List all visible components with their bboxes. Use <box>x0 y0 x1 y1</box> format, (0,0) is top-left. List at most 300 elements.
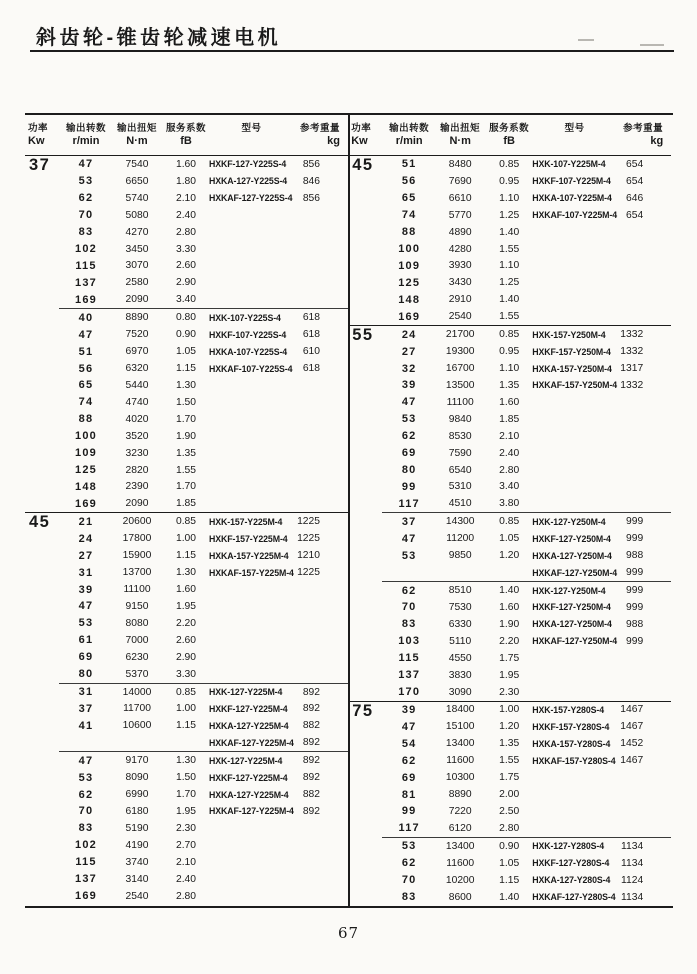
service-factor-cell: 2.80 <box>499 464 520 476</box>
model-cell: HXK-127-Y225M-4 <box>209 755 283 766</box>
service-factor-cell: 1.25 <box>499 277 520 289</box>
weight-kg-cell: 618 <box>302 312 320 324</box>
table-row <box>25 564 348 581</box>
service-factor-cell: 1.75 <box>499 652 520 664</box>
model-cell: HXKA-127-Y250M-4 <box>532 550 612 561</box>
table-center-divider <box>348 115 350 906</box>
torque-nm-cell: 8890 <box>125 312 149 324</box>
torque-nm-cell: 7540 <box>125 158 149 170</box>
subsection <box>348 513 671 581</box>
service-factor-cell: 1.60 <box>499 601 520 613</box>
model-cell: HXKAF-127-Y250M-4 <box>532 567 618 578</box>
model-cell: HXK-157-Y280S-4 <box>532 704 605 715</box>
torque-nm-cell: 7590 <box>448 447 472 459</box>
weight-kg-cell: 882 <box>302 720 320 732</box>
table-row <box>348 326 671 343</box>
weight-kg-cell: 618 <box>302 363 320 375</box>
torque-nm-cell: 13400 <box>445 840 475 852</box>
table-row <box>25 837 348 854</box>
table-row <box>25 632 348 649</box>
table-row <box>348 872 671 889</box>
weight-kg-cell: 892 <box>302 805 320 817</box>
table-row <box>25 479 348 496</box>
service-factor-cell: 1.95 <box>175 600 197 612</box>
speed-rpm-cell: 80 <box>78 668 94 681</box>
speed-rpm-cell: 40 <box>78 311 94 324</box>
subsection <box>25 752 348 904</box>
model-cell: HXKA-157-Y280S-4 <box>532 738 611 749</box>
header-label-cn: 型号 <box>564 123 585 134</box>
header-label-unit: fB <box>503 135 515 147</box>
power-value: 55 <box>352 326 374 345</box>
weight-kg-cell: 1467 <box>620 704 644 716</box>
torque-nm-cell: 18400 <box>445 704 475 716</box>
torque-nm-cell: 2820 <box>125 464 149 476</box>
speed-rpm-cell: 31 <box>78 686 94 699</box>
weight-kg-cell: 1467 <box>620 755 644 767</box>
model-cell: HXK-127-Y250M-4 <box>532 585 606 596</box>
weight-kg-cell: 892 <box>302 737 320 749</box>
torque-nm-cell: 6540 <box>448 464 472 476</box>
service-factor-cell: 1.10 <box>499 192 520 204</box>
table-row <box>25 803 348 820</box>
speed-rpm-cell: 47 <box>78 754 94 767</box>
torque-nm-cell: 6990 <box>125 789 149 801</box>
model-cell: HXKF-127-Y225S-4 <box>209 159 287 170</box>
torque-nm-cell: 7690 <box>448 175 472 187</box>
torque-nm-cell: 4550 <box>448 652 472 664</box>
weight-kg-cell: 846 <box>302 175 320 187</box>
table-row <box>348 702 671 719</box>
service-factor-cell: 1.55 <box>499 243 520 255</box>
model-cell: HXK-157-Y225M-4 <box>209 516 283 527</box>
power-group <box>25 512 348 904</box>
table-row <box>25 854 348 871</box>
service-factor-cell: 1.30 <box>175 379 197 391</box>
table-body <box>348 156 671 906</box>
header-label-unit: Kw <box>28 135 45 147</box>
weight-kg-cell: 1332 <box>620 379 644 391</box>
weight-kg-cell: 1452 <box>620 738 644 750</box>
table-row <box>25 649 348 666</box>
service-factor-cell: 2.90 <box>175 651 197 663</box>
model-cell: HXKA-107-Y225S-4 <box>209 346 288 357</box>
service-factor-cell: 1.70 <box>175 413 197 425</box>
service-factor-cell: 1.40 <box>499 294 520 306</box>
service-factor-cell: 2.10 <box>499 430 520 442</box>
speed-rpm-cell: 61 <box>78 634 94 647</box>
title-rule <box>30 50 674 52</box>
model-cell: HXKA-127-Y225S-4 <box>209 176 288 187</box>
torque-nm-cell: 2090 <box>125 498 149 510</box>
torque-nm-cell: 3520 <box>125 430 149 442</box>
speed-rpm-cell: 137 <box>398 669 421 682</box>
table-row <box>348 224 671 241</box>
model-cell: HXKF-127-Y250M-4 <box>532 602 611 613</box>
header-label-cn: 功率 <box>28 123 49 134</box>
speed-rpm-cell: 169 <box>75 890 97 903</box>
speed-rpm-cell: 69 <box>401 447 417 460</box>
model-cell: HXKAF-107-Y225M-4 <box>532 210 618 221</box>
model-cell: HXK-107-Y225S-4 <box>209 312 281 323</box>
subsection <box>25 513 348 682</box>
header-label-cn: 型号 <box>241 123 262 134</box>
table-half-left <box>25 115 348 906</box>
model-cell: HXKF-107-Y225M-4 <box>532 176 611 187</box>
torque-nm-cell: 11100 <box>123 584 151 595</box>
table-row <box>348 207 671 224</box>
speed-rpm-cell: 69 <box>401 771 417 784</box>
table-header <box>348 115 671 156</box>
weight-kg-cell: 1332 <box>620 329 644 341</box>
service-factor-cell: 1.15 <box>175 720 197 732</box>
speed-rpm-cell: 99 <box>401 480 417 493</box>
speed-rpm-cell: 83 <box>401 618 417 631</box>
service-factor-cell: 2.50 <box>499 805 520 817</box>
torque-nm-cell: 3430 <box>448 277 472 289</box>
table-row <box>25 581 348 598</box>
table-row <box>25 428 348 445</box>
table-row <box>25 598 348 615</box>
table-row <box>348 650 671 667</box>
speed-rpm-cell: 53 <box>78 175 94 188</box>
header-label-unit: fB <box>180 135 192 147</box>
service-factor-cell: 2.10 <box>175 856 197 868</box>
torque-nm-cell: 8890 <box>448 789 472 801</box>
table-row <box>25 156 348 173</box>
table-row <box>25 666 348 683</box>
subsection <box>348 582 671 700</box>
speed-rpm-cell: 39 <box>401 379 417 392</box>
speed-rpm-cell: 103 <box>398 635 421 648</box>
subsection <box>25 156 348 308</box>
torque-nm-cell: 10600 <box>122 720 152 732</box>
torque-nm-cell: 2540 <box>125 890 149 902</box>
torque-nm-cell: 2910 <box>448 294 472 306</box>
table-row <box>348 718 671 735</box>
torque-nm-cell: 10200 <box>445 874 475 886</box>
weight-kg-cell: 892 <box>302 772 320 784</box>
speed-rpm-cell: 83 <box>78 226 94 239</box>
speed-rpm-cell: 41 <box>78 719 94 732</box>
service-factor-cell: 1.10 <box>499 260 520 272</box>
speed-rpm-cell: 70 <box>401 601 417 614</box>
service-factor-cell: 2.80 <box>175 226 197 238</box>
torque-nm-cell: 7530 <box>448 601 472 613</box>
speed-rpm-cell: 102 <box>75 243 97 256</box>
table-row <box>348 479 671 496</box>
service-factor-cell: 1.05 <box>499 857 520 869</box>
service-factor-cell: 1.30 <box>175 567 197 579</box>
speed-rpm-cell: 39 <box>401 703 417 716</box>
table-body <box>25 156 348 905</box>
torque-nm-cell: 4890 <box>448 226 472 238</box>
header-speed <box>61 122 111 155</box>
torque-nm-cell: 6180 <box>125 805 149 817</box>
torque-nm-cell: 9170 <box>125 755 149 767</box>
weight-kg-cell: 1210 <box>297 550 320 562</box>
speed-rpm-cell: 74 <box>78 396 94 409</box>
speed-rpm-cell: 27 <box>78 549 94 562</box>
model-cell: HXKA-127-Y280S-4 <box>532 875 611 886</box>
torque-nm-cell: 3070 <box>125 260 149 272</box>
power-value: 75 <box>352 701 374 720</box>
service-factor-cell: 2.40 <box>175 873 197 885</box>
torque-nm-cell: 11600 <box>446 755 475 767</box>
table-row <box>25 786 348 803</box>
weight-kg-cell: 654 <box>626 175 644 187</box>
torque-nm-cell: 9850 <box>448 550 472 562</box>
table-row <box>348 582 671 599</box>
model-cell: HXKAF-127-Y225M-4 <box>209 737 294 748</box>
model-cell: HXK-127-Y225M-4 <box>209 687 283 698</box>
torque-nm-cell: 5370 <box>125 668 149 680</box>
torque-nm-cell: 8510 <box>448 585 472 596</box>
service-factor-cell: 0.85 <box>175 516 197 528</box>
page-title: 斜齿轮-锥齿轮减速电机 <box>36 27 282 49</box>
service-factor-cell: 1.80 <box>175 175 197 187</box>
service-factor-cell: 1.75 <box>499 772 520 784</box>
torque-nm-cell: 17800 <box>122 533 152 545</box>
torque-nm-cell: 2580 <box>125 277 149 289</box>
torque-nm-cell: 4280 <box>448 243 472 255</box>
weight-kg-cell: 1124 <box>621 874 644 886</box>
speed-rpm-cell: 169 <box>75 293 97 306</box>
table-row <box>25 309 348 326</box>
header-weight <box>294 122 348 155</box>
table-row <box>348 599 671 616</box>
speed-rpm-cell: 47 <box>78 600 94 613</box>
service-factor-cell: 1.50 <box>175 396 197 408</box>
torque-nm-cell: 2390 <box>125 481 149 493</box>
table-row <box>25 343 348 360</box>
service-factor-cell: 1.05 <box>175 346 197 358</box>
header-label-cn: 参考重量 <box>299 123 340 134</box>
table-row <box>348 445 671 462</box>
torque-nm-cell: 6320 <box>125 363 149 375</box>
speed-rpm-cell: 115 <box>398 652 420 665</box>
table-row <box>25 734 348 751</box>
service-factor-cell: 3.40 <box>175 294 197 306</box>
speed-rpm-cell: 170 <box>398 686 421 699</box>
torque-nm-cell: 8080 <box>125 617 149 629</box>
speed-rpm-cell: 56 <box>401 175 417 188</box>
table-row <box>25 820 348 837</box>
speed-rpm-cell: 125 <box>398 276 421 289</box>
page-number: 67 <box>337 924 360 942</box>
table-row <box>348 173 671 190</box>
service-factor-cell: 3.80 <box>499 498 520 510</box>
service-factor-cell: 3.30 <box>175 243 197 255</box>
table-row <box>348 855 671 872</box>
speed-rpm-cell: 137 <box>75 276 97 289</box>
table-row <box>348 291 671 308</box>
model-cell: HXKF-127-Y225M-4 <box>209 772 288 783</box>
torque-nm-cell: 10300 <box>445 772 475 784</box>
service-factor-cell: 1.40 <box>499 891 520 903</box>
scan-artifact <box>640 44 664 46</box>
weight-kg-cell: 999 <box>626 635 644 647</box>
weight-kg-cell: 856 <box>302 192 320 204</box>
service-factor-cell: 0.80 <box>175 312 197 324</box>
table-row <box>25 701 348 718</box>
table-row <box>25 462 348 479</box>
weight-kg-cell: 882 <box>302 789 320 801</box>
table-row <box>25 394 348 411</box>
header-label-cn: 参考重量 <box>623 123 664 134</box>
service-factor-cell: 2.60 <box>175 634 197 646</box>
service-factor-cell: 1.60 <box>175 158 197 170</box>
table-row <box>25 360 348 377</box>
service-factor-cell: 0.95 <box>499 346 520 358</box>
torque-nm-cell: 5310 <box>448 481 472 493</box>
table-half-right <box>348 115 671 906</box>
service-factor-cell: 1.35 <box>499 738 520 750</box>
table-row <box>348 633 671 650</box>
service-factor-cell: 1.00 <box>499 704 520 716</box>
model-cell: HXKAF-107-Y225S-4 <box>209 363 293 374</box>
torque-nm-cell: 5110 <box>449 635 472 647</box>
speed-rpm-cell: 109 <box>75 447 97 460</box>
speed-rpm-cell: 37 <box>401 515 417 528</box>
table-row <box>348 377 671 394</box>
torque-nm-cell: 7220 <box>448 805 472 817</box>
model-cell: HXKF-157-Y280S-4 <box>532 721 610 732</box>
speed-rpm-cell: 62 <box>78 192 94 205</box>
torque-nm-cell: 9840 <box>448 413 472 425</box>
speed-rpm-cell: 31 <box>78 566 94 579</box>
weight-kg-cell: 1332 <box>620 346 644 358</box>
header-power <box>348 122 384 155</box>
table-row <box>25 752 348 769</box>
service-factor-cell: 1.30 <box>175 755 197 767</box>
torque-nm-cell: 16700 <box>445 363 475 375</box>
speed-rpm-cell: 62 <box>401 754 417 767</box>
service-factor-cell: 2.80 <box>499 822 520 834</box>
service-factor-cell: 1.55 <box>499 311 520 323</box>
speed-rpm-cell: 115 <box>75 259 97 272</box>
subsection <box>348 156 671 325</box>
weight-kg-cell: 892 <box>302 703 320 715</box>
table-row <box>348 838 671 855</box>
service-factor-cell: 0.85 <box>175 686 197 698</box>
table-row <box>25 888 348 905</box>
header-label-unit: r/min <box>395 135 423 147</box>
table-row <box>348 308 671 325</box>
table-row <box>348 513 671 530</box>
header-label-unit: Kw <box>351 135 368 147</box>
header-label-cn: 输出扭矩 <box>440 123 481 134</box>
service-factor-cell: 1.15 <box>175 550 197 562</box>
weight-kg-cell: 856 <box>302 158 320 170</box>
weight-kg-cell: 892 <box>302 755 320 767</box>
speed-rpm-cell: 47 <box>401 720 417 733</box>
table-row <box>348 258 671 275</box>
header-label-unit: r/min <box>72 135 100 147</box>
header-power <box>25 122 61 155</box>
service-factor-cell: 1.00 <box>175 533 197 545</box>
speed-rpm-cell: 70 <box>78 209 94 222</box>
torque-nm-cell: 6120 <box>448 822 472 834</box>
power-value: 45 <box>29 513 51 532</box>
speed-rpm-cell: 83 <box>78 822 94 835</box>
table-row <box>25 530 348 547</box>
model-cell: HXKAF-127-Y225M-4 <box>209 806 294 817</box>
service-factor-cell: 2.40 <box>499 447 520 459</box>
speed-rpm-cell: 65 <box>401 192 417 205</box>
torque-nm-cell: 3090 <box>448 686 472 698</box>
service-factor-cell: 1.90 <box>175 430 197 442</box>
service-factor-cell: 1.60 <box>175 584 197 595</box>
table-row <box>25 684 348 701</box>
speed-rpm-cell: 88 <box>401 226 417 239</box>
model-cell: HXKF-157-Y250M-4 <box>532 346 611 357</box>
weight-kg-cell: 646 <box>626 192 644 204</box>
speed-rpm-cell: 53 <box>401 413 417 426</box>
model-cell: HXKF-127-Y250M-4 <box>532 533 611 544</box>
weight-kg-cell: 988 <box>626 618 644 630</box>
torque-nm-cell: 3830 <box>448 669 472 681</box>
service-factor-cell: 1.20 <box>499 550 520 562</box>
torque-nm-cell: 20600 <box>122 516 152 528</box>
speed-rpm-cell: 56 <box>78 362 94 375</box>
service-factor-cell: 1.55 <box>175 464 197 476</box>
service-factor-cell: 2.90 <box>175 277 197 289</box>
table-row <box>25 717 348 734</box>
speed-rpm-cell: 32 <box>401 362 417 375</box>
service-factor-cell: 1.60 <box>499 396 520 408</box>
table-row <box>348 394 671 411</box>
speed-rpm-cell: 65 <box>78 379 94 392</box>
speed-rpm-cell: 125 <box>75 464 97 477</box>
subsection <box>348 702 671 837</box>
torque-nm-cell: 11700 <box>123 703 151 715</box>
torque-nm-cell: 11200 <box>446 533 475 545</box>
speed-rpm-cell: 24 <box>78 532 94 545</box>
service-factor-cell: 1.05 <box>499 533 520 545</box>
speed-rpm-cell: 74 <box>401 209 417 222</box>
torque-nm-cell: 3230 <box>125 447 149 459</box>
torque-nm-cell: 15900 <box>122 550 152 562</box>
weight-kg-cell: 999 <box>626 516 644 528</box>
table-row <box>25 207 348 224</box>
torque-nm-cell: 6330 <box>448 618 472 630</box>
service-factor-cell: 0.90 <box>499 840 520 852</box>
torque-nm-cell: 2540 <box>448 311 472 323</box>
torque-nm-cell: 3140 <box>125 873 149 885</box>
weight-kg-cell: 654 <box>626 209 644 221</box>
speed-rpm-cell: 51 <box>78 345 94 358</box>
service-factor-cell: 0.85 <box>499 158 520 170</box>
weight-kg-cell: 999 <box>626 533 644 545</box>
table-row <box>348 156 671 173</box>
speed-rpm-cell: 69 <box>78 651 94 664</box>
speed-rpm-cell: 169 <box>75 497 97 510</box>
speed-rpm-cell: 148 <box>75 480 97 493</box>
table-row <box>348 428 671 445</box>
torque-nm-cell: 5080 <box>125 209 149 221</box>
table-row <box>348 495 671 512</box>
speed-rpm-cell: 47 <box>401 396 417 409</box>
speed-rpm-cell: 70 <box>78 805 94 818</box>
header-fb <box>163 122 209 155</box>
scan-artifact <box>578 39 594 41</box>
service-factor-cell: 2.00 <box>499 789 520 801</box>
speed-rpm-cell: 100 <box>398 243 421 256</box>
table-row <box>348 547 671 564</box>
speed-rpm-cell: 47 <box>78 158 94 171</box>
service-factor-cell: 1.10 <box>499 363 520 375</box>
